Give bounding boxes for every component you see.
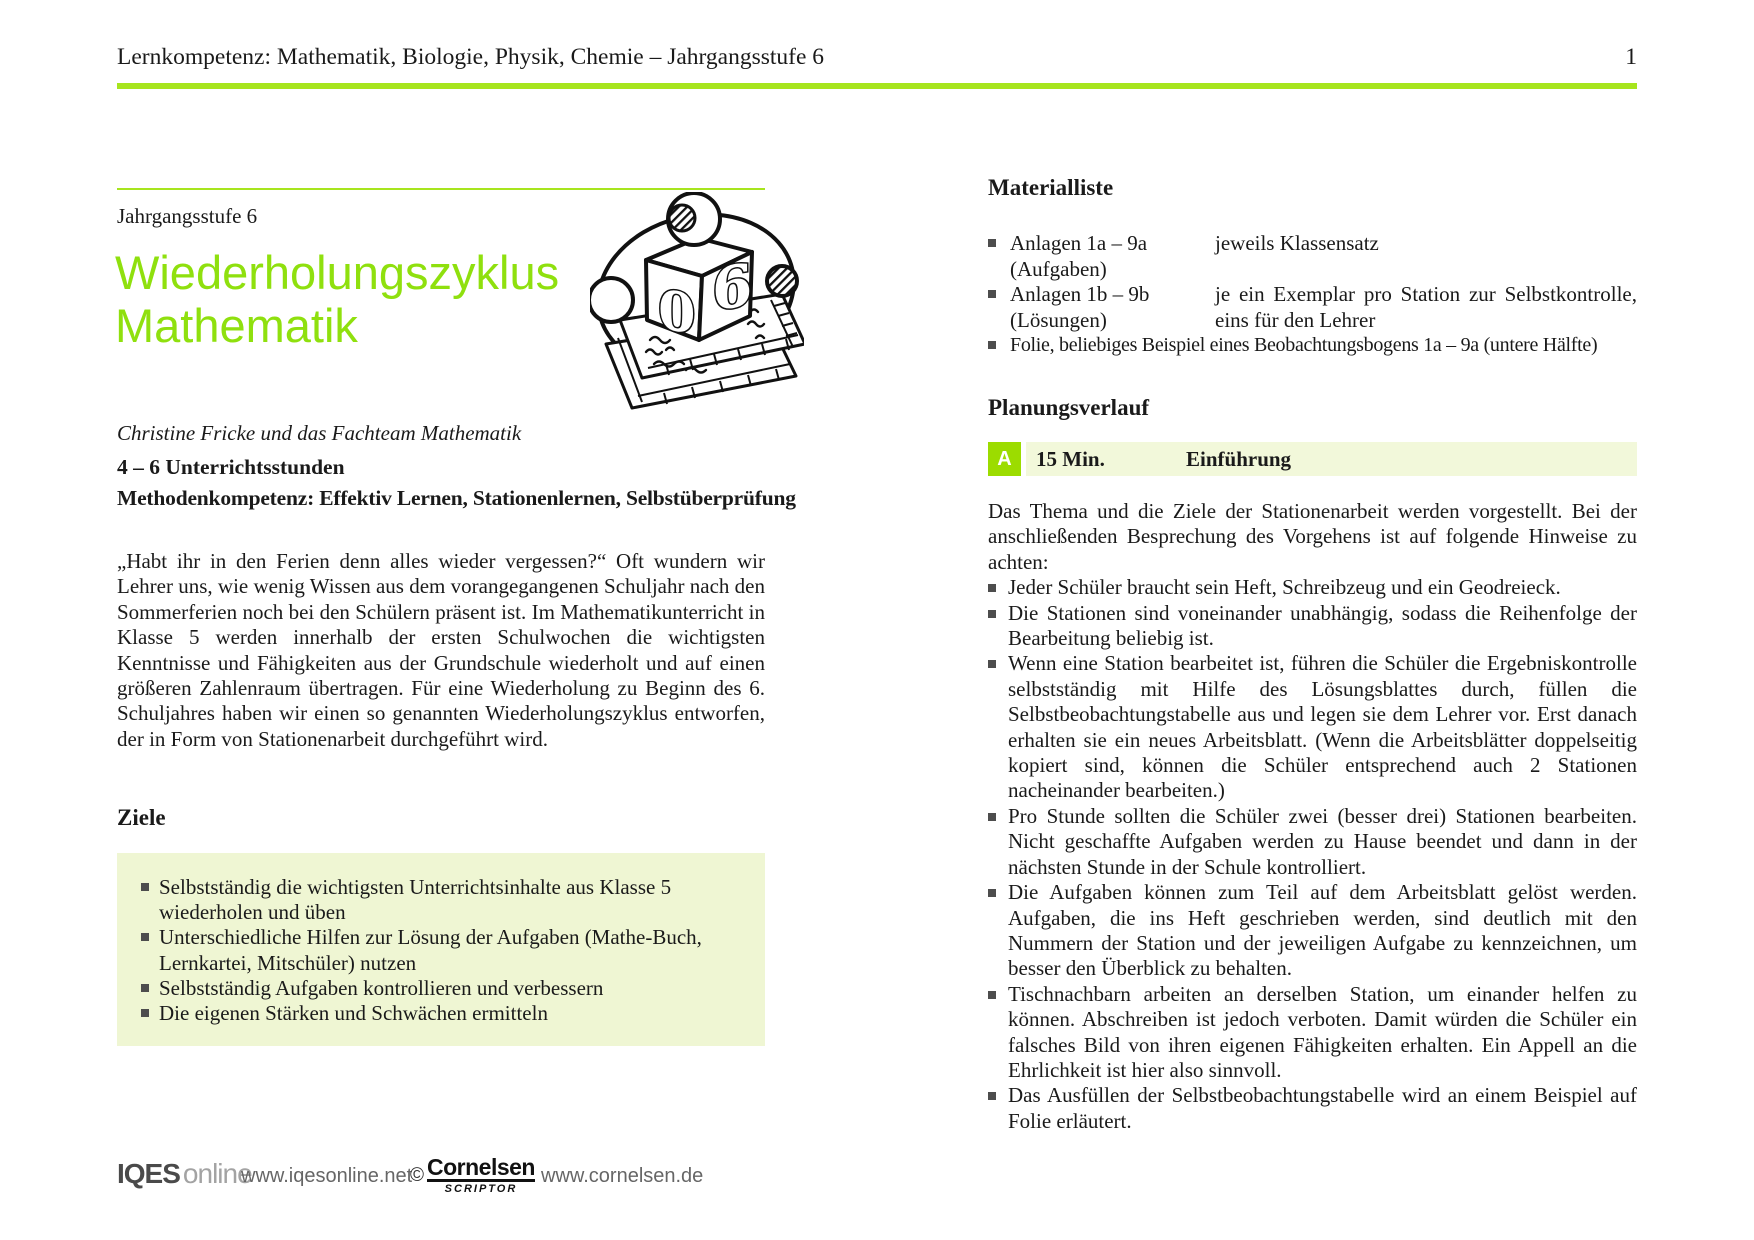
- footer: [117, 1154, 777, 1206]
- ziele-panel: [117, 853, 765, 1046]
- intro-paragraph: „Habt ihr in den Ferien denn alles wieder vergessen?“ Oft wundern wir Lehrer uns, wie wenig Wissen aus dem vorangegangenen Schuljahr nach den Sommerferien noch bei den Schülern präsent ist. Im Mathematikunterricht in Klasse 5 werden innerhalb der ersten Schulwochen die wichtigsten Kenntnisse und Fähigkeiten aus der Grundschule wiederholt und auf einen größeren Zahlenraum übertragen. Für eine Wiederholung zu Beginn des 6. Schuljahres haben wir einen so genannten Wiederholungszyklus entworfen, der in Form von Stationenarbeit durchgeführt wird.: [117, 549, 765, 751]
- page-title-line2: Mathematik: [115, 299, 358, 352]
- plan-intro-paragraph: Das Thema und die Ziele der Stationenarbeit werden vorgestellt. Bei der anschließenden Besprechung des Vorgehens ist auf folgende Hinweise zu achten:: [988, 499, 1637, 574]
- material-item: [988, 333, 1637, 359]
- hint-item: Jeder Schüler braucht sein Heft, Schreibzeug und ein Geodreieck.: [1008, 575, 1637, 600]
- iqes-url: www.iqesonline.net: [241, 1165, 413, 1187]
- math-cube-illustration: [590, 192, 804, 420]
- material-item: [988, 231, 1637, 282]
- page-number: 1: [1625, 44, 1637, 70]
- ziele-list-item: Selbstständig die wichtigsten Unterrichtsinhalte aus Klasse 5 wiederholen und üben: [159, 875, 739, 925]
- hint-item: Pro Stunde sollten die Schüler zwei (besser drei) Stationen bearbeiten. Nicht geschaffte Aufgaben werden zu Hause beendet und dann in der nächsten Stunde in der Schule kontrolliert.: [1008, 803, 1637, 879]
- ziele-list-item: Unterschiedliche Hilfen zur Lösung der Aufgaben (Mathe-Buch, Lernkartei, Mitschüler) nutzen: [159, 925, 739, 975]
- author-line: Christine Fricke und das Fachteam Mathematik: [117, 421, 522, 445]
- cornelsen-scriptor: SCRIPTOR: [444, 1183, 518, 1195]
- hint-item: Das Ausfüllen der Selbstbeobachtungstabelle wird an einem Beispiel auf Folie erläutert.: [1008, 1083, 1637, 1133]
- methods-line: Methodenkompetenz: Effektiv Lernen, Stationenlernen, Selbstüberprüfung: [117, 486, 796, 510]
- left-column-rule: [117, 188, 765, 190]
- step-bar: [1026, 442, 1637, 476]
- cube-digit-6: 6: [712, 249, 753, 325]
- cornelsen-logo: [427, 1155, 535, 1195]
- ziele-list-item: Selbstständig Aufgaben kontrollieren und verbessern: [159, 976, 739, 1001]
- material-label: Folie, beliebiges Beispiel eines Beobachtungsbogens 1a – 9a (untere Hälfte): [1010, 334, 1598, 356]
- cube-digit-0: 0: [658, 277, 696, 347]
- hint-item: Wenn eine Station bearbeitet ist, führen die Schüler die Ergebniskontrolle selbstständig mit Hilfe des Lösungsblattes durch, füllen die Selbstbeobachtungstabelle aus und legen sie dem Lehrer vor. Erst danach erhalten sie ein neues Arbeitsblatt. (Wenn die Arbeitsblätter doppelseitig kopiert sind, können die Schüler entsprechend auch 2 Stationen nacheinander bearbeiten.): [1008, 651, 1637, 803]
- step-duration: 15 Min.: [1036, 447, 1105, 471]
- hint-item: Die Aufgaben können zum Teil auf dem Arbeitsblatt gelöst werden. Aufgaben, die ins Heft geschrieben werden, sind deutlich mit den Nummern der Station und der jeweiligen Aufgabe zu kennzeichnen, um besser den Überblick zu behalten.: [1008, 880, 1637, 981]
- plan-section: [988, 499, 1637, 1134]
- duration-line: 4 – 6 Unterrichtsstunden: [117, 455, 345, 479]
- page-title: [115, 246, 559, 352]
- material-item: [988, 282, 1637, 333]
- header-rule: [117, 83, 1637, 89]
- iqes-logo: [117, 1158, 252, 1190]
- hints-list: [988, 575, 1637, 1134]
- page-title-line1: Wiederholungszyklus: [115, 246, 560, 299]
- hint-item: Tischnachbarn arbeiten an derselben Station, um einander helfen zu können. Abschreiben ist jedoch verboten. Damit würden die Schüler ein falsches Bild von ihren eigenen Fähigkeiten erhalten. Ein Appell an die Ehrlichkeit ist hier also sinnvoll.: [1008, 981, 1637, 1082]
- plan-heading: Planungsverlauf: [988, 395, 1150, 420]
- cornelsen-url: www.cornelsen.de: [541, 1165, 704, 1187]
- material-label: Anlagen 1b – 9b (Lösungen): [1010, 282, 1150, 332]
- material-value: je ein Exemplar pro Station zur Selbstkontrolle, eins für den Lehrer: [1215, 282, 1637, 332]
- step-letter-badge: A: [988, 442, 1021, 476]
- ziele-list: [141, 875, 739, 1026]
- iqes-brand: IQES: [117, 1158, 180, 1189]
- iqes-brand-online: online: [182, 1158, 252, 1189]
- ziele-heading: Ziele: [117, 805, 166, 830]
- copyright-symbol: ©: [410, 1165, 424, 1186]
- plan-step-row: [988, 442, 1637, 476]
- material-heading: Materialliste: [988, 175, 1114, 200]
- ziele-list-item: Die eigenen Stärken und Schwächen ermitteln: [159, 1001, 739, 1026]
- material-value: jeweils Klassensatz: [1215, 231, 1379, 255]
- cornelsen-brand: Cornelsen: [427, 1154, 535, 1180]
- step-title: Einführung: [1186, 447, 1292, 471]
- material-label: Anlagen 1a – 9a (Aufgaben): [1010, 231, 1148, 281]
- grade-kicker: Jahrgangsstufe 6: [117, 204, 258, 228]
- hint-item: Die Stationen sind voneinander unabhängig, sodass die Reihenfolge der Bearbeitung beliebig ist.: [1008, 600, 1637, 651]
- header-title: Lernkompetenz: Mathematik, Biologie, Physik, Chemie – Jahrgangsstufe 6: [117, 44, 825, 70]
- material-list: [988, 231, 1637, 359]
